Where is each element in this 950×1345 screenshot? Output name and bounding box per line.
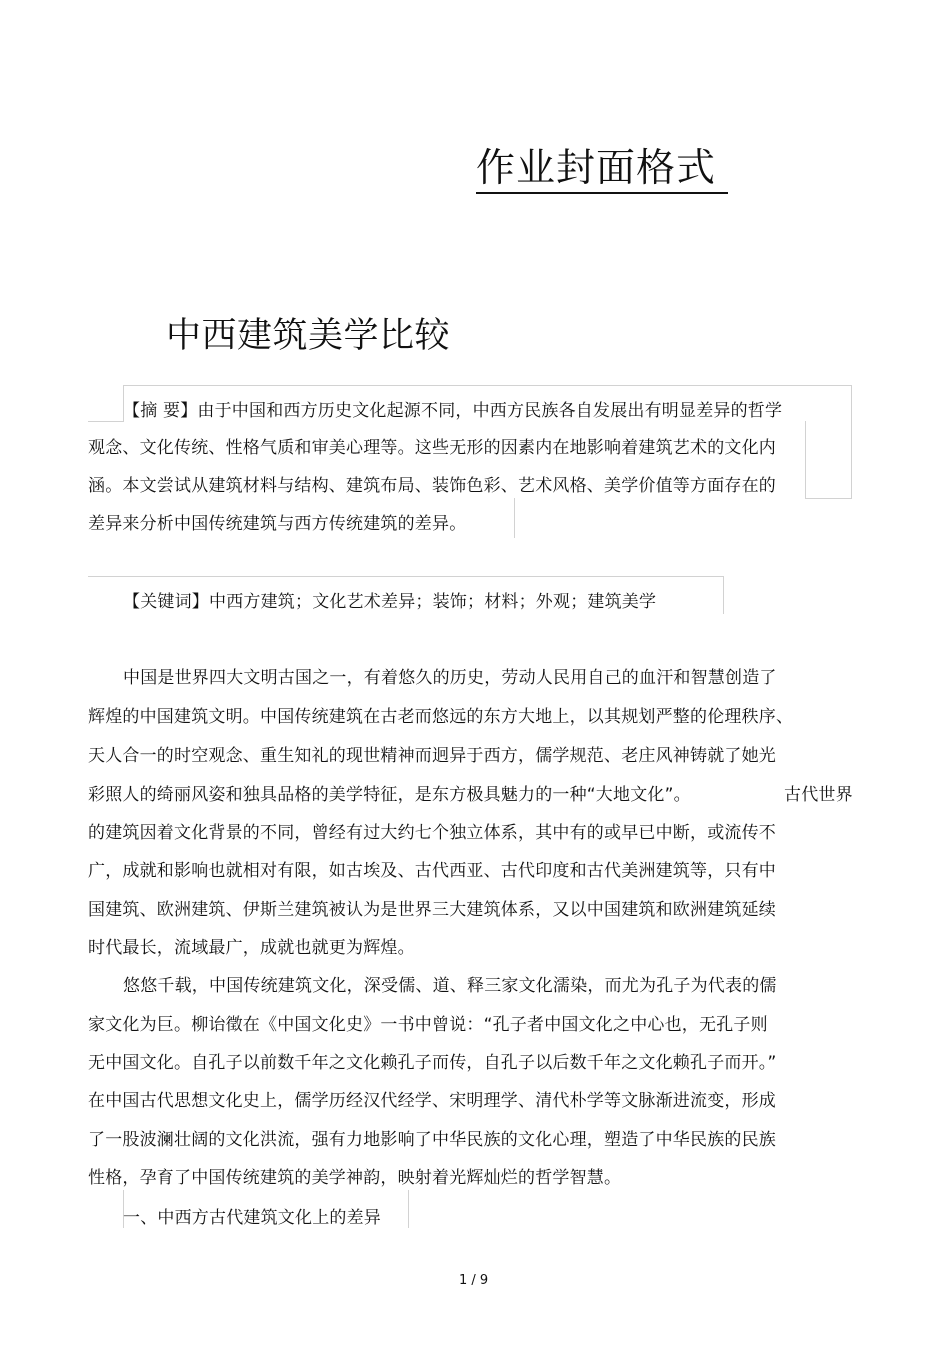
section-heading: 一、中西方古代建筑文化上的差异 [123,1208,381,1228]
abstract-frame-left-stub [88,421,124,422]
abstract-frame-right [851,385,852,499]
paragraph-line: 辉煌的中国建筑文明。中国传统建筑在古老而悠远的东方大地上，以其规划严整的伦理秩序、 [88,707,794,727]
paragraph-line: 性格，孕育了中国传统建筑的美学神韵，映射着光辉灿烂的哲学智慧。 [88,1168,622,1188]
paragraph-line: 中国是世界四大文明古国之一，有着悠久的历史，劳动人民用自己的血汗和智慧创造了 [123,668,777,688]
paragraph-line: 时代最长，流域最广，成就也就更为辉煌。 [88,938,415,958]
paragraph-line: 家文化为巨。柳诒徵在《中国文化史》一书中曾说：“孔子者中国文化之中心也，无孔子则 [88,1015,768,1035]
keyword-frame-top [88,576,724,577]
paragraph-line: 无中国文化。自孔子以前数千年之文化赖孔子而传，自孔子以后数千年之文化赖孔子而开。” [88,1053,777,1073]
abstract-line: 【摘 要】由于中国和西方历史文化起源不同，中西方民族各自发展出有明显差异的哲学 [123,401,783,421]
paragraph-line: 国建筑、欧洲建筑、伊斯兰建筑被认为是世界三大建筑体系，又以中国建筑和欧洲建筑延续 [88,900,776,920]
abstract-frame-end [514,498,515,538]
paragraph-line: 悠悠千载，中国传统建筑文化，深受儒、道、释三家文化濡染，而尤为孔子为代表的儒 [123,976,777,996]
paragraph-line: 天人合一的时空观念、重生知礼的现世精神而迥异于西方，儒学规范、老庄风神铸就了她光 [88,746,776,766]
paragraph-line: 的建筑因着文化背景的不同，曾经有过大约七个独立体系，其中有的或早已中断，或流传不 [88,823,776,843]
page-number: 1 / 9 [459,1273,489,1288]
keywords-line: 【关键词】中西方建筑；文化艺术差异；装饰；材料；外观；建筑美学 [123,592,657,612]
paragraph-line: 在中国古代思想文化史上，儒学历经汉代经学、宋明理学、清代朴学等文脉渐进流变，形成 [88,1091,776,1111]
cover-title: 作业封面格式 [476,146,728,194]
paragraph-line: 了一股波澜壮阔的文化洪流，强有力地影响了中华民族的文化心理，塑造了中华民族的民族 [88,1130,776,1150]
abstract-line: 差异来分析中国传统建筑与西方传统建筑的差异。 [88,514,467,534]
abstract-frame-bottom [805,498,852,499]
abstract-line: 涵。本文尝试从建筑材料与结构、建筑布局、装饰色彩、艺术风格、美学价值等方面存在的 [88,476,776,496]
document-title: 中西建筑美学比较 [166,316,451,356]
abstract-frame-inner-right [805,421,806,499]
abstract-line: 观念、文化传统、性格气质和审美心理等。这些无形的因素内在地影响着建筑艺术的文化内 [88,438,776,458]
paragraph-line: 彩照人的绮丽风姿和独具品格的美学特征，是东方极具魅力的一种“大地文化”。 [88,785,691,805]
paragraph-line-tail: 古代世界 [784,785,853,805]
keyword-frame-right [723,576,724,614]
heading-frame-right [408,1190,409,1228]
paragraph-line: 广，成就和影响也就相对有限，如古埃及、古代西亚、古代印度和古代美洲建筑等，只有中 [88,861,776,881]
abstract-frame-top [123,385,851,386]
